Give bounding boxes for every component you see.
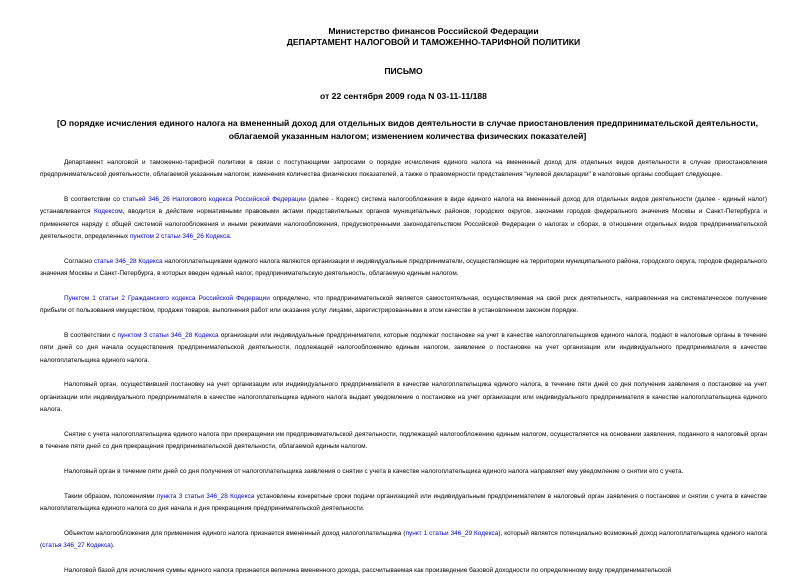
paragraph-text: (далее - Кодекс) система налогообложения в виде единого налога на вмененный доход для отдельных видов деятельности (далее - единый налог) устанавливается (40, 196, 767, 216)
paragraph (40, 379, 767, 416)
paragraph-text: В соответствии со (64, 196, 123, 204)
document-subject: [О порядке исчисления единого налога на вмененный доход для отдельных видов деятельности в случае приостановления предпринимательской деятельности, облагаемой указанным налогом; изменением количества физических показателей] (56, 118, 759, 141)
paragraph-text: В соответствии с (64, 331, 118, 339)
paragraph-text: Налоговой базой для исчисления суммы единого налога признается величина вмененного дохода, рассчитываемая как произведение базовой доходности по определенному виду предпринимательской (64, 566, 672, 574)
legal-reference-link[interactable]: статья 346_27 Кодекса (42, 542, 111, 550)
paragraph (40, 194, 767, 243)
paragraph-text: Снятие с учета налогоплательщика единого налога при прекращении им предпринимательской деятельности, подлежащей налогообложению единым налогом, осуществляется на основании заявления, поданного в налоговый орган в течение пяти дней со дня прекращения предпринимательской деятельности, облагаемой единым налогом. (40, 430, 767, 451)
paragraph-text: Согласно (64, 257, 94, 265)
legal-reference-link[interactable]: Пунктом 1 статьи 2 Гражданского кодекса Российской Федерации (64, 294, 270, 302)
paragraph-text: Департамент налоговой и таможенно-тарифной политики в связи с поступающими запросами о порядке исчисления единого налога на вмененный доход для отдельных видов деятельности в случае приостановления предпринимательской деятельности, облагаемой указанным налогом; изменения количества физических показателей, а также о правомерности представления "нулевой декларации" в налоговые органы сообщает следующее. (40, 159, 767, 179)
paragraph-text: ). (110, 542, 115, 550)
paragraph (40, 491, 767, 516)
paragraph-text: налогоплательщиками единого налога являются организации и индивидуальные предприниматели, осуществляющие на территории муниципального района, городского округа, городов федерального значения Москвы и Санкт-Петербурга, в которых введен единый налог, предпринимательскую деятельность, облагаемую единым налогом. (40, 257, 767, 278)
paragraph-text: Объектом налогообложения для применения единого налога признается вмененный доход налогоплательщика ( (64, 529, 406, 537)
paragraph (40, 330, 767, 367)
paragraph (40, 528, 767, 553)
document-header (40, 26, 767, 142)
paragraph (40, 157, 767, 182)
legal-reference-link[interactable]: пункта 3 статьи 346_28 Кодекса (156, 492, 255, 500)
paragraph-text: . (229, 232, 232, 240)
paragraph-text: определено, что предпринимательской является самостоятельная, осуществляемая на свой риск деятельность, направленная на систематическое получение прибыли от пользования имуществом, продажи товаров, выполнения работ или оказания услуг лицами, зарегистрированными в этом качестве в установленном законом порядке. (40, 294, 767, 315)
paragraph-text: организации или индивидуальные предприниматели, которые подлежат постановке на учет в качестве налогоплательщиков единого налога, подают в налоговые органы в течение пяти дней со дня начала осуществления предпринимательской деятельности, подлежащей налогообложению единым налогом, заявление о постановке на учет организации или индивидуального предпринимателя в качестве налогоплательщика единого налога. (40, 331, 767, 364)
legal-reference-link[interactable]: статье 346_28 Кодекса (93, 257, 163, 265)
document-type: ПИСЬМО (384, 66, 423, 76)
legal-reference-link[interactable]: пункт 1 статьи 346_29 Кодекса (405, 529, 499, 537)
paragraph-text: ), который является потенциально возможный доход налогоплательщика единого налога ( (40, 529, 767, 550)
document-date: от 22 сентября 2009 года N 03-11-11/188 (320, 91, 487, 101)
legal-reference-link[interactable]: пунктом 2 статьи 346_26 Кодекса (129, 232, 230, 240)
legal-reference-link[interactable]: пунктом 3 статьи 346_28 Кодекса (117, 331, 219, 339)
document-body (40, 157, 767, 577)
paragraph-text: Налоговый орган, осуществивший постановку на учет организации или индивидуального предпринимателя в качестве налогоплательщика единого налога, в течение пяти дней со дня получения заявления о постановке на учет организации или индивидуального предпринимателя в качестве налогоплательщика единого налога выдает уведомление о постановке на учет организации или индивидуального предпринимателя в качестве налогоплательщика единого налога. (40, 381, 767, 413)
legal-reference-link[interactable]: статьей 346_26 Налогового кодекса Российской Федерации (122, 196, 306, 204)
ministry-name: Министерство финансов Российской Федерации (328, 26, 539, 36)
paragraph-text: Таким образом, положениями (64, 492, 157, 500)
paragraph (40, 466, 767, 478)
paragraph (40, 429, 767, 454)
paragraph-text: , вводится в действие нормативными правовыми актами представительных органов муниципальных районов, городских округов, законами городов федерального значения Москвы и Санкт-Петербурга и применяется наряду с общей системой налогообложения и иными режимами налогообложения, предусмотренными законодательством Российской Федерации о налогах и сборах, в отношении отдельных видов предпринимательской деятельности, определенных (40, 208, 767, 240)
paragraph-text: Налоговый орган в течение пяти дней со дня получения от налогоплательщика заявления о снятии с учета в качестве налогоплательщика единого налога направляет ему уведомление о снятии его с учета. (64, 467, 684, 475)
paragraph (40, 293, 767, 318)
paragraph (40, 256, 767, 281)
paragraph-text: установлены конкретные сроки подачи организацией или индивидуальным предпринимателем в налоговый орган заявления о постановке и снятии с учета в качестве налогоплательщика единого налога со дня начала и дня прекращения предпринимательской деятельности. (40, 492, 767, 512)
department-name: ДЕПАРТАМЕНТ НАЛОГОВОЙ И ТАМОЖЕННО-ТАРИФНОЙ ПОЛИТИКИ (286, 37, 581, 47)
legal-reference-link[interactable]: Кодексом (94, 208, 123, 216)
